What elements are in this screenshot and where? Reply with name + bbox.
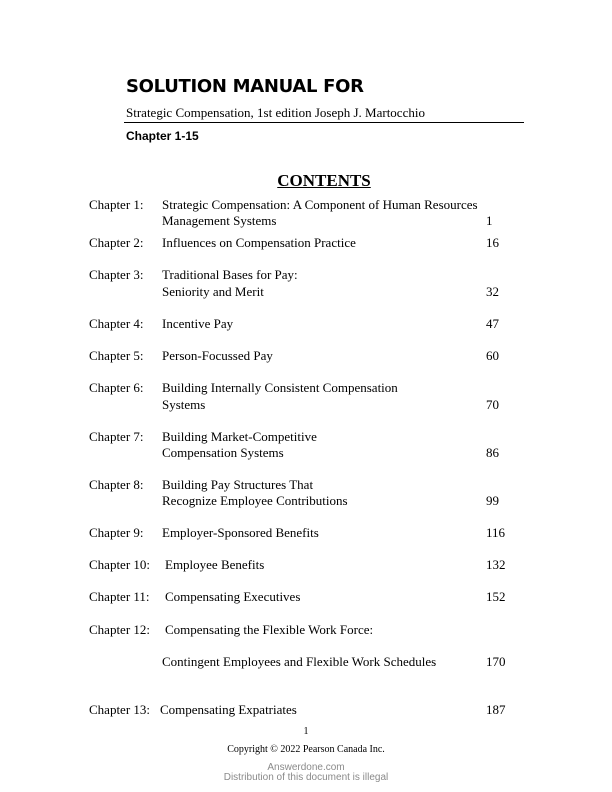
toc-chapter-label: Chapter 12: xyxy=(89,622,151,637)
toc-chapter-title: Building Internally Consistent Compensation xyxy=(162,380,398,395)
toc-page-number: 116 xyxy=(486,525,506,540)
toc-page-number: 60 xyxy=(486,348,499,363)
toc-chapter-label: Chapter 4: xyxy=(89,316,144,331)
contents-heading: CONTENTS xyxy=(277,171,371,190)
toc-chapter-title: Person-Focussed Pay xyxy=(162,348,273,363)
toc-chapter-title: Compensation Systems xyxy=(162,445,284,460)
toc-chapter-label: Chapter 13: xyxy=(89,702,151,717)
toc-chapter-title: Employee Benefits xyxy=(165,557,265,572)
toc-page-number: 70 xyxy=(486,397,499,412)
toc-page-number: 152 xyxy=(486,589,506,604)
document-title: SOLUTION MANUAL FOR xyxy=(126,76,364,97)
book-subtitle: Strategic Compensation, 1st edition Joseph J. Martocchio xyxy=(126,105,425,120)
watermark-site: Answerdone.com xyxy=(267,762,345,773)
toc-chapter-label: Chapter 9: xyxy=(89,525,144,540)
toc-chapter-title: Building Market-Competitive xyxy=(162,429,317,444)
toc-chapter-label: Chapter 7: xyxy=(89,429,144,444)
toc-chapter-title: Systems xyxy=(162,397,206,412)
toc-chapter-label: Chapter 3: xyxy=(89,267,144,282)
toc-page-number: 32 xyxy=(486,284,499,299)
toc-chapter-title: Seniority and Merit xyxy=(162,284,264,299)
toc-chapter-title: Incentive Pay xyxy=(162,316,234,331)
toc-chapter-title: Management Systems xyxy=(162,213,277,228)
toc-chapter-title: Compensating Executives xyxy=(165,589,301,604)
toc-chapter-title: Building Pay Structures That xyxy=(162,477,314,492)
toc-chapter-label: Chapter 6: xyxy=(89,380,144,395)
watermark-notice: Distribution of this document is illegal xyxy=(223,772,389,783)
toc-page-number: 99 xyxy=(486,493,499,508)
toc-page-number: 132 xyxy=(486,557,506,572)
toc-chapter-title: Recognize Employee Contributions xyxy=(162,493,348,508)
toc-page-number: 47 xyxy=(486,316,499,331)
toc-chapter-title: Influences on Compensation Practice xyxy=(162,235,356,250)
toc-chapter-title: Traditional Bases for Pay: xyxy=(162,267,298,282)
toc-chapter-title: Compensating the Flexible Work Force: xyxy=(165,622,374,637)
toc-page-number: 1 xyxy=(486,213,493,228)
toc-chapter-title: Employer-Sponsored Benefits xyxy=(162,525,319,540)
toc-chapter-label: Chapter 1: xyxy=(89,197,144,212)
toc-page-number: 170 xyxy=(486,654,506,669)
toc-chapter-label: Chapter 5: xyxy=(89,348,144,363)
page-number: 1 xyxy=(303,726,309,737)
toc-chapter-title: Contingent Employees and Flexible Work Schedules xyxy=(162,654,437,669)
header-rule xyxy=(124,122,524,123)
toc-page-number: 187 xyxy=(486,702,506,717)
copyright-notice: Copyright © 2022 Pearson Canada Inc. xyxy=(227,744,385,755)
toc-page-number: 86 xyxy=(486,445,499,460)
toc-chapter-label: Chapter 11: xyxy=(89,589,150,604)
toc-chapter-title: Compensating Expatriates xyxy=(160,702,297,717)
toc-chapter-label: Chapter 2: xyxy=(89,235,144,250)
toc-page-number: 16 xyxy=(486,235,499,250)
toc-chapter-label: Chapter 10: xyxy=(89,557,151,572)
chapter-range: Chapter 1-15 xyxy=(126,129,199,143)
toc-chapter-label: Chapter 8: xyxy=(89,477,144,492)
toc-chapter-title: Strategic Compensation: A Component of Human Resources xyxy=(162,197,478,212)
